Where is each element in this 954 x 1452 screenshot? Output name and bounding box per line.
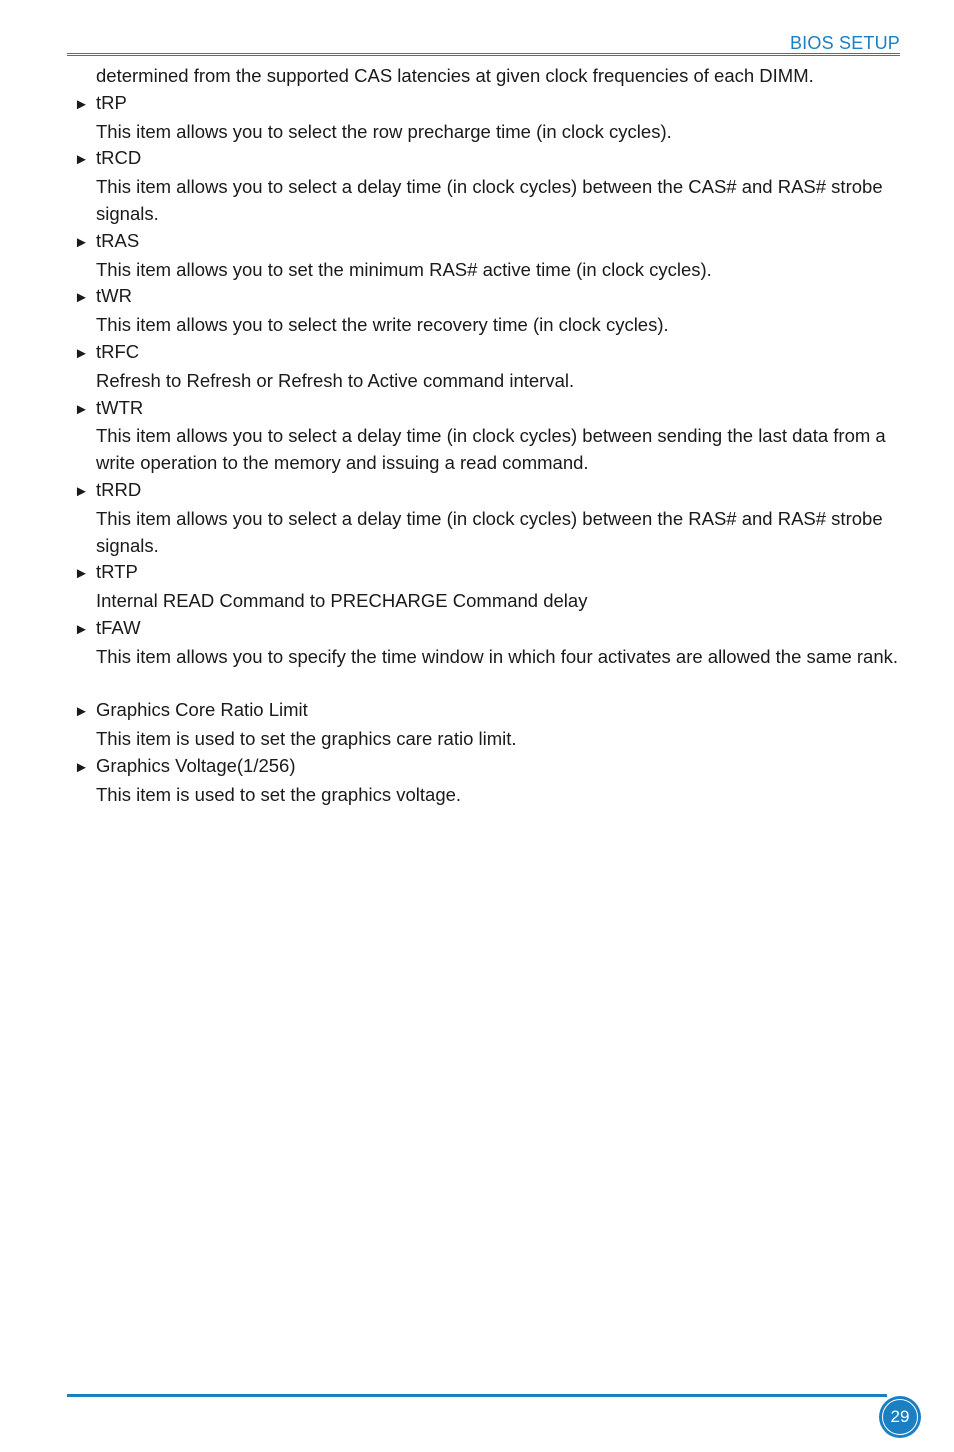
page-content [74, 63, 904, 809]
list-item [74, 753, 904, 809]
right-pointer-icon: ► [74, 703, 89, 721]
right-pointer-icon: ► [74, 289, 89, 307]
page-number: 29 [882, 1399, 918, 1435]
item-description: This item allows you to specify the time window in which four activates are allowed the same rank. [96, 645, 899, 667]
list-item [74, 228, 904, 284]
item-label: tFAW [96, 616, 141, 638]
item-label: tRFC [96, 340, 140, 362]
item-label: tRTP [96, 561, 138, 583]
item-label: Graphics Voltage(1/256) [96, 754, 296, 776]
item-label: tRAS [96, 229, 140, 251]
item-label: tRRD [96, 478, 142, 500]
list-item [74, 615, 904, 671]
right-pointer-icon: ► [74, 620, 89, 638]
right-pointer-icon: ► [74, 758, 89, 776]
right-pointer-icon: ► [74, 151, 89, 169]
item-description: This item is used to set the graphics voltage. [96, 783, 462, 805]
section-title: BIOS SETUP [789, 33, 900, 53]
item-description: This item allows you to set the minimum RAS# active time (in clock cycles). [96, 258, 712, 280]
item-description: This item allows you to select a delay time (in clock cycles) between sending the last data from a write operation to the memory and issuing a read command. [96, 425, 886, 474]
list-item [74, 697, 904, 753]
item-description: This item is used to set the graphics care ratio limit. [96, 728, 517, 750]
right-pointer-icon: ► [74, 482, 89, 500]
item-label: tRCD [96, 147, 142, 169]
page-number-badge [879, 1396, 921, 1438]
right-pointer-icon: ► [74, 344, 89, 362]
item-description: This item allows you to select a delay time (in clock cycles) between the RAS# and RAS# strobe signals. [96, 507, 883, 556]
right-pointer-icon: ► [74, 400, 89, 418]
list-item [74, 395, 904, 477]
list-item [74, 339, 904, 395]
list-item [74, 559, 904, 615]
right-pointer-icon: ► [74, 95, 89, 113]
intro-text: determined from the supported CAS latencies at given clock frequencies of each DIMM. [96, 65, 814, 86]
header-divider [67, 53, 900, 56]
item-description: This item allows you to select the write recovery time (in clock cycles). [96, 314, 669, 336]
item-description: Refresh to Refresh or Refresh to Active command interval. [96, 369, 575, 391]
section-spacer [74, 671, 904, 698]
list-item [74, 90, 904, 146]
item-label: tWTR [96, 396, 144, 418]
item-description: This item allows you to select the row precharge time (in clock cycles). [96, 120, 672, 142]
right-pointer-icon: ► [74, 233, 89, 251]
footer-divider [67, 1394, 887, 1397]
item-label: tRP [96, 91, 127, 113]
item-description: Internal READ Command to PRECHARGE Command delay [96, 590, 588, 612]
item-description: This item allows you to select a delay time (in clock cycles) between the CAS# and RAS# strobe signals. [96, 176, 883, 224]
right-pointer-icon: ► [74, 565, 89, 583]
item-label: tWR [96, 285, 132, 307]
list-item [74, 477, 904, 559]
list-item [74, 283, 904, 339]
item-label: Graphics Core Ratio Limit [96, 699, 308, 721]
list-item [74, 145, 904, 227]
